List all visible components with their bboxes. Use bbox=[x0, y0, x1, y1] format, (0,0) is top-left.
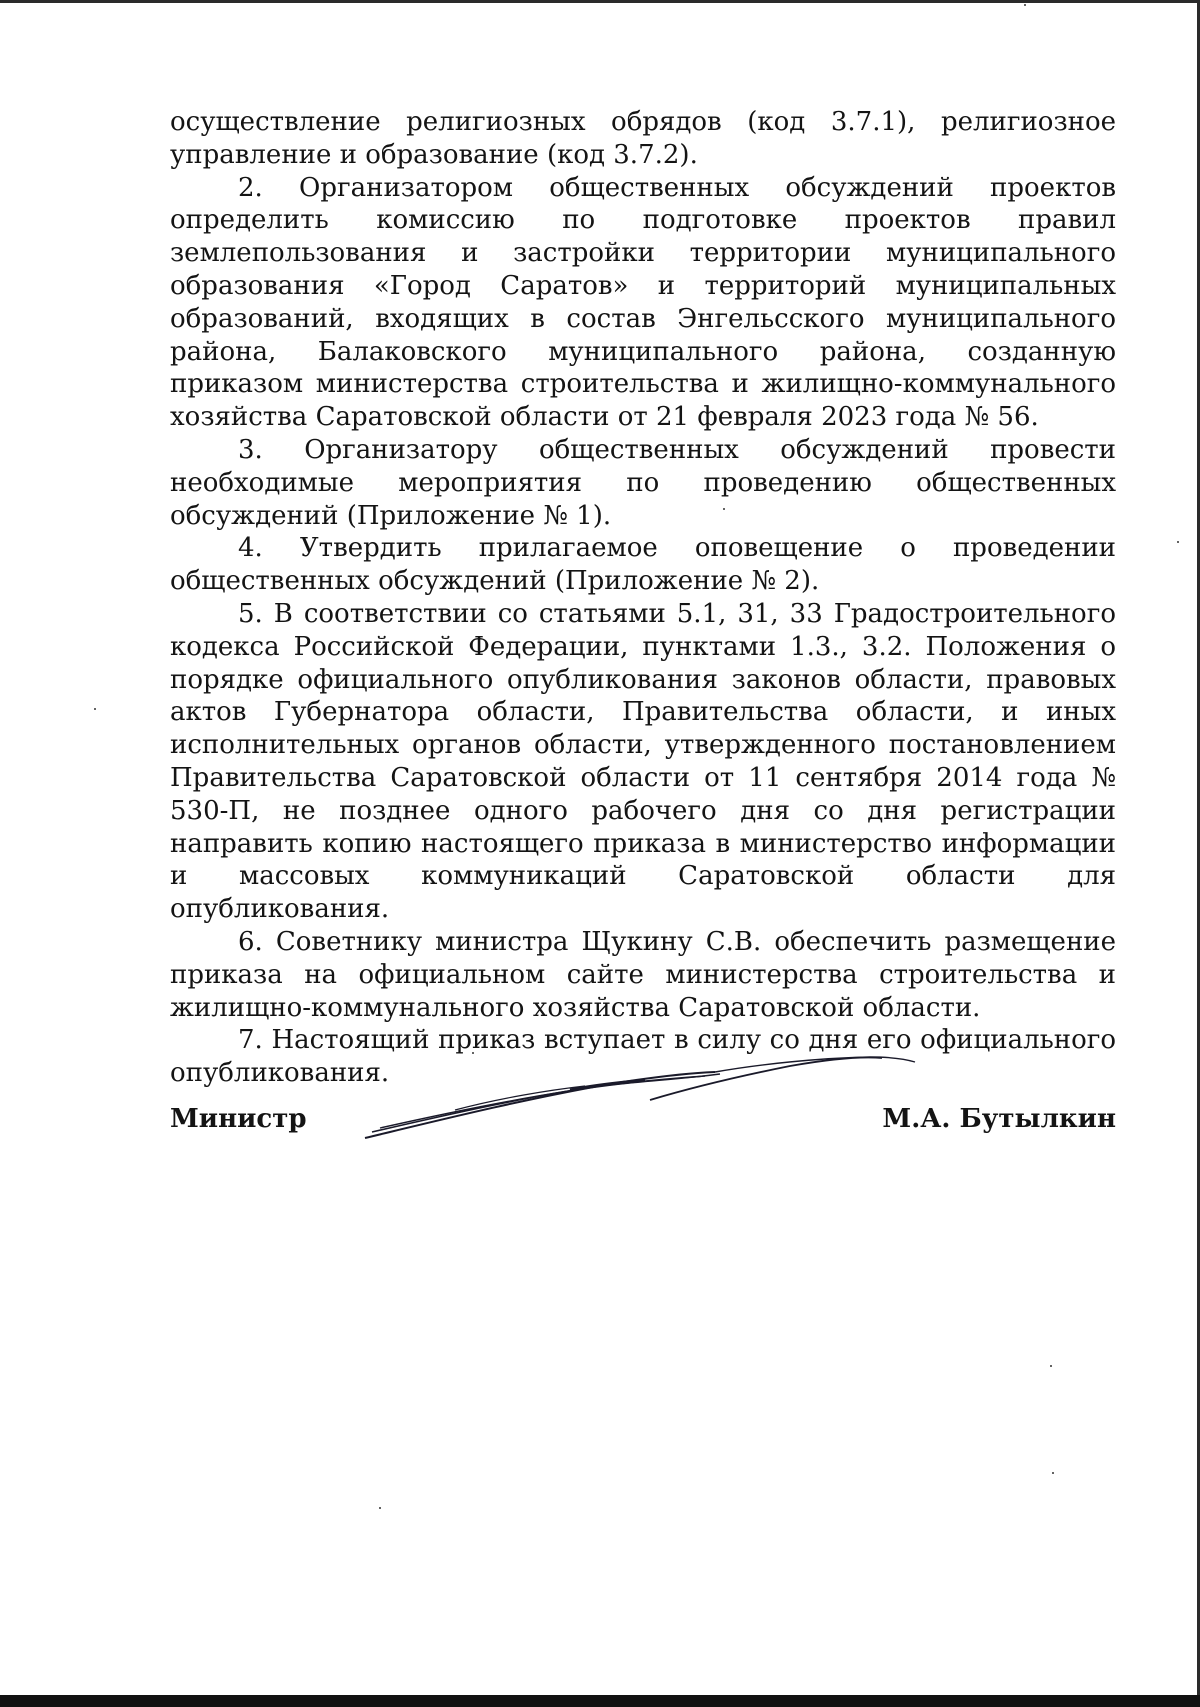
scan-speck bbox=[1024, 4, 1026, 6]
signatory-position: Министр bbox=[170, 1104, 307, 1134]
scan-speck bbox=[1177, 541, 1179, 543]
scan-speck bbox=[379, 1507, 381, 1509]
paragraph-6-website: 6. Советнику министра Щукину С.В. обеспечить размещение приказа на официальном сайте министерства строительства и жилищно-коммунального хозяйства Саратовской области. bbox=[170, 926, 1116, 1023]
paragraph-7-effective: 7. Настоящий приказ вступает в силу со дня его официального опубликования. bbox=[170, 1025, 1116, 1089]
handwritten-signature bbox=[360, 1040, 940, 1150]
paragraph-continuation: осуществление религиозных обрядов (код 3.7.1), религиозное управление и образование (код 3.7.2). bbox=[170, 107, 1116, 170]
scan-speck bbox=[1050, 1365, 1052, 1367]
signatory-name: М.А. Бутылкин bbox=[882, 1104, 1116, 1134]
document-body bbox=[170, 106, 1116, 1090]
paragraph-4-notification: 4. Утвердить прилагаемое оповещение о проведении общественных обсуждений (Приложение № 2). bbox=[170, 533, 1116, 597]
scan-speck bbox=[1052, 1472, 1054, 1474]
paragraph-3-organizer-measures: 3. Организатору общественных обсуждений провести необходимые мероприятия по проведению общественных обсуждений (Приложение № 1). bbox=[170, 434, 1116, 531]
paragraph-5-publication: 5. В соответствии со статьями 5.1, 31, 33 Градостроительного кодекса Российской Федерации, пунктами 1.3., 3.2. Положения о порядке официального опубликования законов области, правовых актов Губернатора области, Правительства области, и иных исполнительных органов области, утвержденного постановлением Правительства Саратовской области от 11 сентября 2014 года № 530-П, не позднее одного рабочего дня со дня регистрации направить копию настоящего приказа в министерство информации и массовых коммуникаций Саратовской области для опубликования. bbox=[170, 598, 1116, 925]
scan-speck bbox=[94, 708, 96, 710]
scan-edge-bottom bbox=[0, 1695, 1200, 1707]
scan-edge-top bbox=[0, 0, 1200, 3]
paragraph-2-organizer: 2. Организатором общественных обсуждений проектов определить комиссию по подготовке проектов правил землепользования и застройки территории муниципального образования «Город Саратов» и территорий муниципальных образований, входящих в состав Энгельсского муниципального района, Балаковского муниципального района, созданную приказом министерства строительства и жилищно-коммунального хозяйства Саратовской области от 21 февраля 2023 года № 56. bbox=[170, 172, 1116, 433]
